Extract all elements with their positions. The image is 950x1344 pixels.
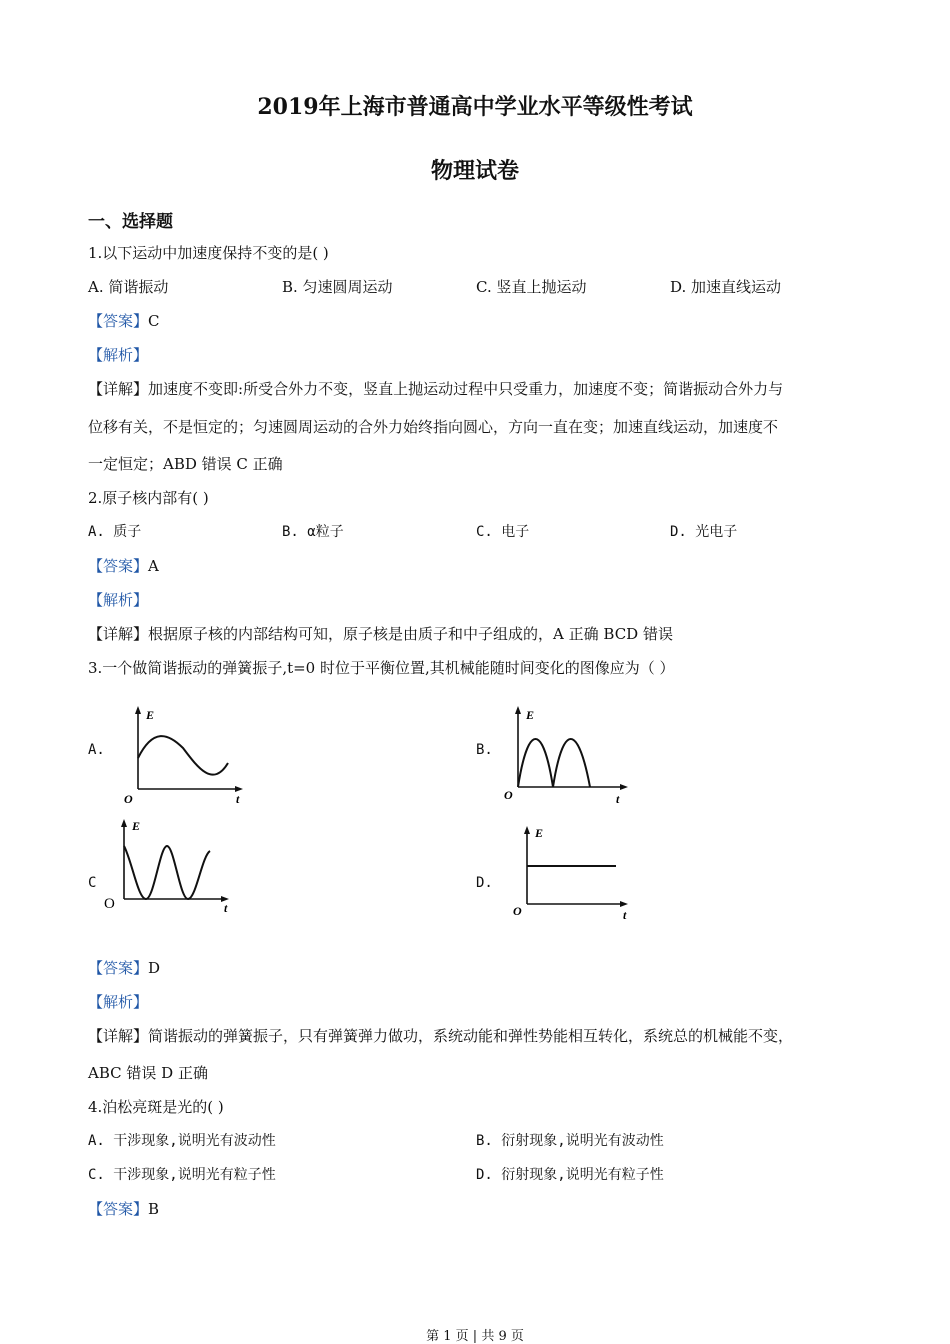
q4-option-b: B. 衍射现象,说明光有波动性 — [476, 1133, 664, 1149]
exam-subtitle: 物理试卷 — [430, 158, 519, 184]
origin-label: O — [124, 792, 133, 806]
q1-detail-line: 一定恒定；ABD 错误 C 正确 — [88, 455, 283, 473]
x-axis-label: t — [616, 792, 620, 806]
y-axis-label: E — [535, 826, 544, 840]
section-heading: 一、选择题 — [88, 212, 173, 232]
q3-graph-a — [118, 703, 248, 808]
q4-option-c: C. 干涉现象,说明光有粒子性 — [88, 1167, 276, 1183]
q1-option-a: A. 简谐振动 — [88, 278, 169, 296]
q3-graph-b — [498, 703, 633, 808]
q2-option-b: B. α粒子 — [282, 524, 344, 540]
q4-answer-value: B — [148, 1200, 160, 1218]
q3-option-c-label: C — [88, 875, 97, 891]
q2-detail-line: 根据原子核的内部结构可知，原子核是由质子和中子组成的，A 正确 BCD 错误 — [148, 625, 673, 643]
answer-label: 【答案】 — [88, 557, 149, 575]
q1-option-c: C. 竖直上抛运动 — [476, 278, 587, 296]
q1-detail-line: 加速度不变即:所受合外力不变，竖直上抛运动过程中只受重力，加速度不变；简谐振动合外力与 — [148, 380, 784, 398]
y-axis-label: E — [146, 708, 155, 722]
q1-option-b: B. 匀速圆周运动 — [282, 278, 393, 296]
q3-detail-line: ABC 错误 D 正确 — [88, 1064, 208, 1082]
q2-option-d: D. 光电子 — [670, 524, 738, 540]
q3-detail-line: 简谐振动的弹簧振子，只有弹簧弹力做功，系统动能和弹性势能相互转化，系统总的机械能不变， — [148, 1027, 794, 1045]
y-axis-label: E — [132, 819, 141, 833]
q4-option-a: A. 干涉现象,说明光有波动性 — [88, 1133, 276, 1149]
q2-detail — [88, 623, 673, 644]
q3-answer-value: D — [148, 959, 161, 977]
q3-graph-a-curve — [138, 736, 228, 775]
q2-stem: 2.原子核内部有( ) — [88, 489, 209, 507]
q4-option-d: D. 衍射现象,说明光有粒子性 — [476, 1167, 664, 1183]
q1-option-d: D. 加速直线运动 — [670, 278, 782, 296]
q1-stem: 1.以下运动中加速度保持不变的是( ) — [88, 244, 329, 262]
answer-label: 【答案】 — [88, 312, 149, 330]
q3-graph-d — [505, 823, 635, 923]
x-axis-label: t — [236, 792, 240, 806]
answer-label: 【答案】 — [88, 959, 149, 977]
x-axis-label: t — [224, 901, 228, 915]
q3-graph-c — [100, 816, 240, 916]
q2-analysis-label: 【解析】 — [88, 591, 149, 609]
q2-answer — [88, 555, 159, 576]
q1-analysis-label: 【解析】 — [88, 346, 149, 364]
x-axis-label: t — [623, 908, 627, 922]
exam-title: 2019年上海市普通高中学业水平等级性考试 — [257, 94, 693, 120]
detail-label: 【详解】 — [88, 625, 149, 643]
q3-graph-c-curve — [124, 846, 210, 899]
answer-label: 【答案】 — [88, 1200, 149, 1218]
q3-stem: 3.一个做简谐振动的弹簧振子,t=0 时位于平衡位置,其机械能随时间变化的图像应为（ ） — [88, 659, 675, 677]
q4-answer — [88, 1198, 159, 1219]
q3-option-b-label: B. — [476, 742, 493, 758]
q1-detail — [88, 378, 783, 399]
q1-detail-line: 位移有关，不是恒定的；匀速圆周运动的合外力始终指向圆心，方向一直在变；加速直线运动，加速度不 — [88, 418, 779, 436]
q3-option-a-label: A. — [88, 742, 105, 758]
q3-analysis-label: 【解析】 — [88, 993, 149, 1011]
origin-label: O — [513, 904, 522, 918]
q4-stem: 4.泊松亮斑是光的( ) — [88, 1098, 224, 1116]
q1-answer-value: C — [148, 312, 160, 330]
q3-option-d-label: D. — [476, 875, 493, 891]
detail-label: 【详解】 — [88, 1027, 149, 1045]
q2-answer-value: A — [148, 557, 159, 575]
origin-label: O — [504, 788, 513, 802]
detail-label: 【详解】 — [88, 380, 149, 398]
q3-graph-b-curve — [518, 739, 590, 787]
q2-option-c: C. 电子 — [476, 524, 530, 540]
q3-answer — [88, 957, 160, 978]
q1-answer — [88, 310, 160, 331]
y-axis-label: E — [526, 708, 535, 722]
q3-detail — [88, 1025, 793, 1046]
q2-option-a: A. 质子 — [88, 524, 142, 540]
page-footer: 第 1 页 | 共 9 页 — [426, 1329, 524, 1344]
origin-label: O — [104, 896, 115, 912]
